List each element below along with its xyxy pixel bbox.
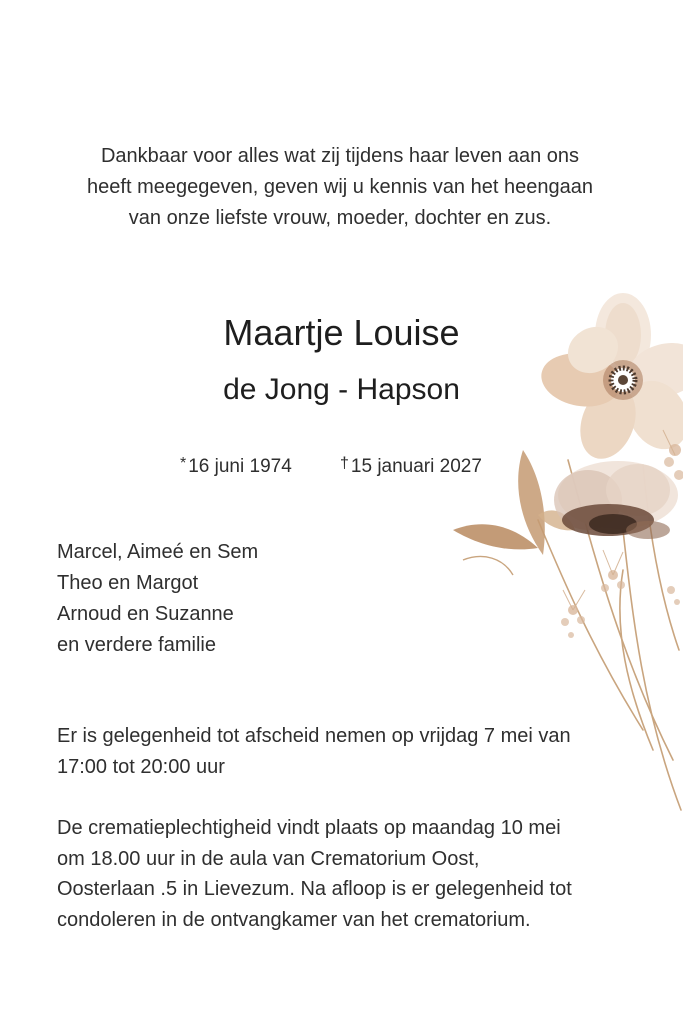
intro-line: Dankbaar voor alles wat zij tijdens haar leven aan ons xyxy=(100,145,580,167)
intro-line: heeft meegegeven, geven wij u kennis van het heengaan xyxy=(87,176,593,198)
ceremony-line: om 18.00 uur in de aula van Crematorium Oost, xyxy=(57,847,480,870)
family-line: Theo en Margot xyxy=(57,572,199,594)
farewell-line: Er is gelegenheid tot afscheid nemen op vrijdag 7 mei van xyxy=(57,725,571,747)
ceremony-line: De crematieplechtigheid vindt plaats op maandag 10 mei xyxy=(57,817,561,839)
top-flower xyxy=(537,293,683,467)
family-line: en verdere familie xyxy=(57,634,216,656)
family-line: Marcel, Aimeé en Sem xyxy=(57,541,259,563)
birth-date: 16 juni 1974 xyxy=(188,456,292,477)
birth-star-icon: * xyxy=(180,455,187,472)
family-line: Arnoud en Suzanne xyxy=(57,603,234,625)
ceremony-paragraph xyxy=(57,813,572,935)
death-date: 15 januari 2027 xyxy=(350,456,482,477)
birth-date-group xyxy=(180,450,292,481)
death-cross-icon: † xyxy=(340,455,349,472)
deceased-surname: de Jong - Hapson xyxy=(223,373,460,406)
ceremony-line: Oosterlaan .5 in Lievezum. Na afloop is er gelegenheid tot xyxy=(57,878,572,900)
farewell-line: 17:00 tot 20:00 uur xyxy=(57,755,225,778)
deceased-first-names: Maartje Louise xyxy=(223,312,460,353)
intro-text xyxy=(40,141,640,234)
leaves xyxy=(453,450,575,575)
watercolor-flowers-illustration xyxy=(443,290,683,820)
family-list xyxy=(57,537,258,661)
ceremony-line: condoleren in de ontvangkamer van het crematorium. xyxy=(57,908,531,931)
intro-line: van onze liefste vrouw, moeder, dochter en zus. xyxy=(128,207,552,229)
middle-flower xyxy=(554,461,678,539)
